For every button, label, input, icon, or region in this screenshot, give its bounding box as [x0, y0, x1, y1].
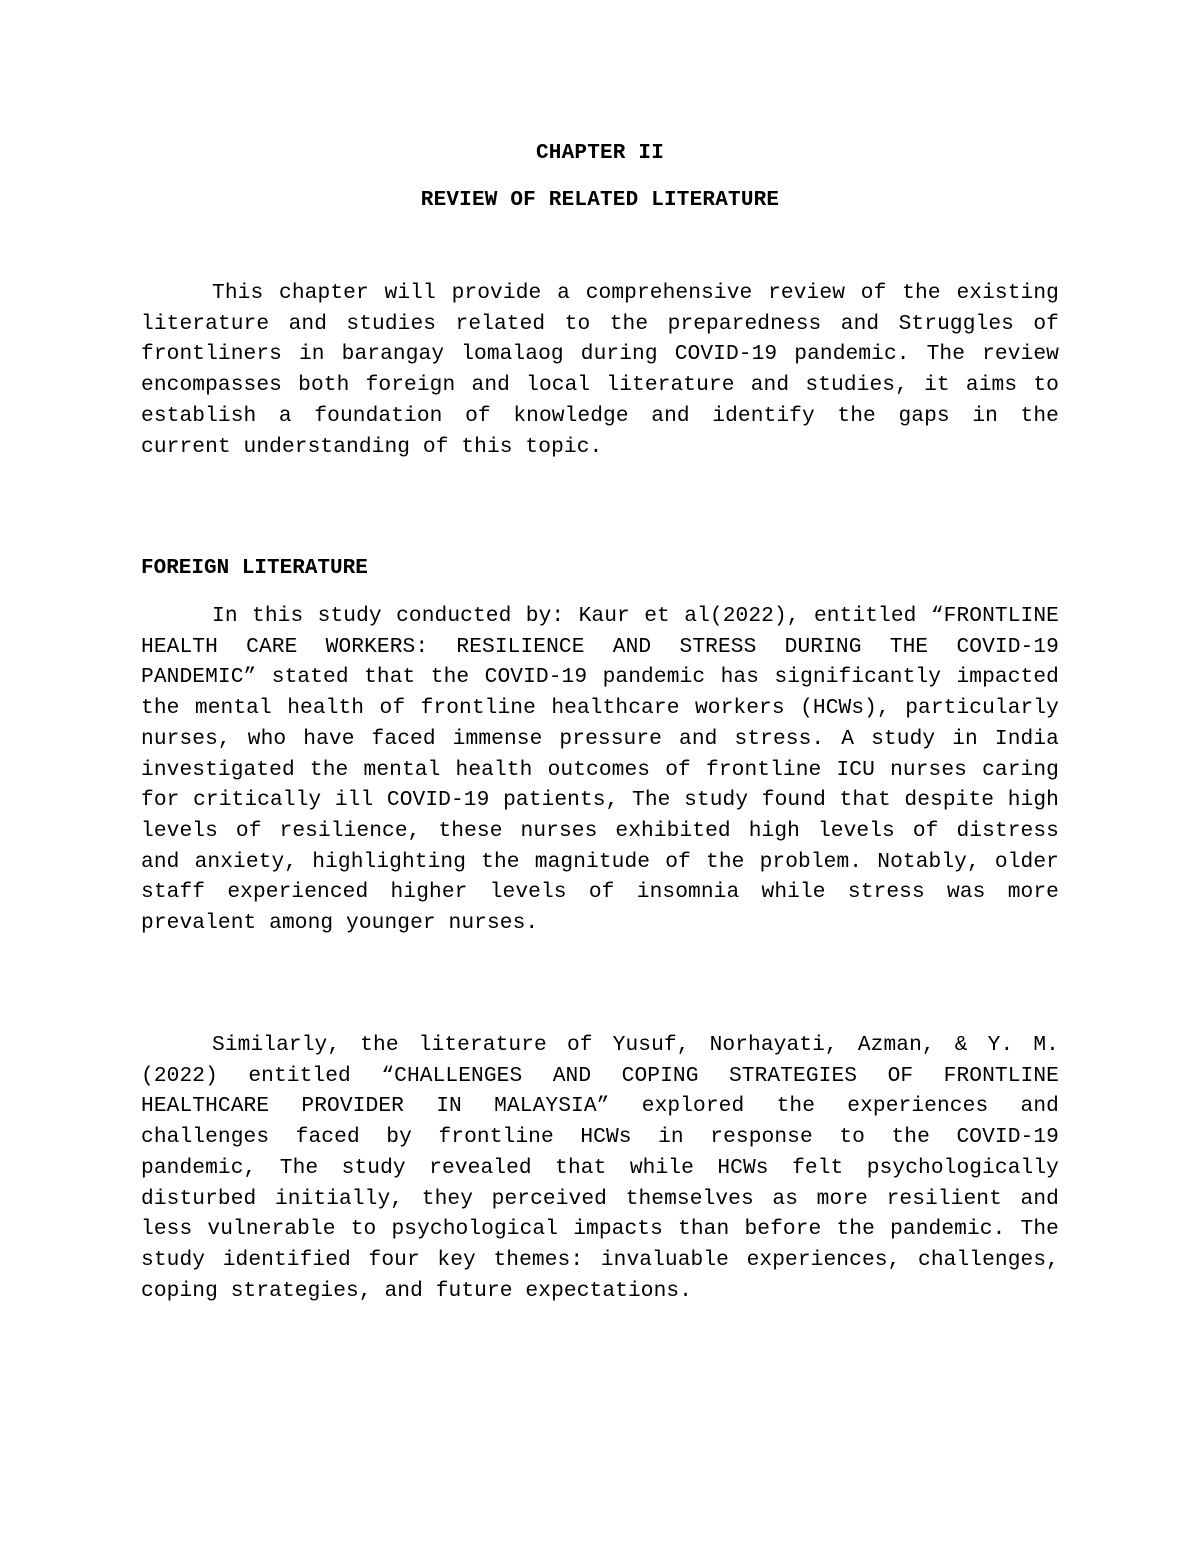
foreign-literature-heading: FOREIGN LITERATURE [141, 557, 368, 580]
kaur-study-paragraph: In this study conducted by: Kaur et al(2022), entitled “FRONTLINE HEALTH CARE WORKERS: RESILIENCE AND STRESS DURING THE COVID-19 PANDEMIC” stated that the COVID-19 pandemic has significantly impacted the mental health of frontline healthcare workers (HCWs), particularly nurses, who have faced immense pressure and stress. A study in India investigated the mental health outcomes of frontline ICU nurses caring for critically ill COVID-19 patients, The study found that despite high levels of resilience, these nurses exhibited high levels of distress and anxiety, highlighting the magnitude of the problem. Notably, older staff experienced higher levels of insomnia while stress was more prevalent among younger nurses. [141, 604, 1059, 936]
chapter-subtitle: REVIEW OF RELATED LITERATURE [420, 189, 780, 212]
chapter-title: CHAPTER II [535, 142, 665, 165]
yusuf-study-paragraph: Similarly, the literature of Yusuf, Norhayati, Azman, & Y. M. (2022) entitled “CHALLENGES AND COPING STRATEGIES OF FRONTLINE HEALTHCARE PROVIDER IN MALAYSIA” explored the experiences and challenges faced by frontline HCWs in response to the COVID-19 pandemic, The study revealed that while HCWs felt psychologically disturbed initially, they perceived themselves as more resilient and less vulnerable to psychological impacts than before the pandemic. The study identified four key themes: invaluable experiences, challenges, coping strategies, and future expectations. [141, 1033, 1059, 1303]
intro-paragraph: This chapter will provide a comprehensive review of the existing literature and studies related to the preparedness and Struggles of frontliners in barangay lomalaog during COVID-19 pandemic. The review encompasses both foreign and local literature and studies, it aims to establish a foundation of knowledge and identify the gaps in the current understanding of this topic. [141, 281, 1059, 459]
